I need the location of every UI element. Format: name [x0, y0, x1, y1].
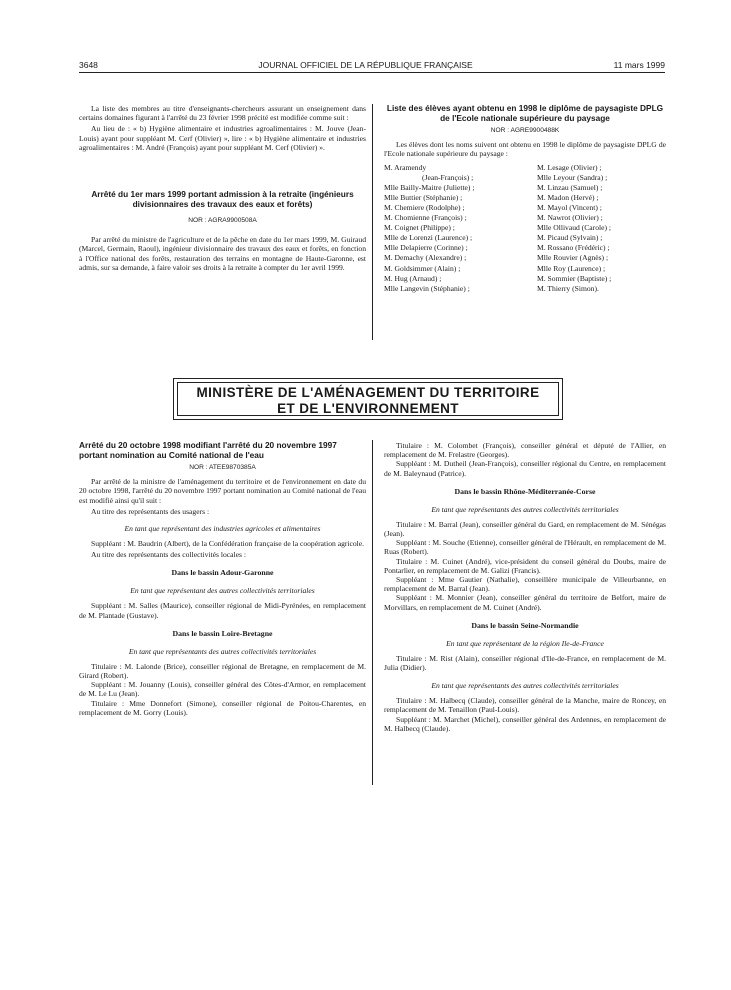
adour-garonne-subheading: En tant que représentant des autres collectivités territoriales: [130, 586, 315, 596]
graduate-names-left: [384, 163, 534, 294]
graduate-name: M. Aramendy: [384, 162, 427, 172]
water-committee-arrete-title: Arrêté du 20 octobre 1998 modifiant l'arrêté du 20 novembre 1997 portant nomination au Comité national de l'eau: [79, 440, 337, 460]
journal-title: JOURNAL OFFICIEL DE LA RÉPUBLIQUE FRANÇAISE: [258, 60, 473, 70]
retirement-arrete-title: Arrêté du 1er mars 1999 portant admission à la retraite (ingénieurs divisionnaires des travaux des eaux et forêts): [91, 189, 354, 209]
graduate-name: M. Chomienne (François) ;: [384, 213, 467, 223]
donnefort-entry: Titulaire : Mme Donnefort (Simone), conseiller régional de Poitou-Charentes, en remplacement de M. Gorry (Louis).: [79, 698, 366, 717]
marchet-entry: Suppléant : M. Marchet (Michel), conseiller général des Ardennes, en remplacement de M. Halbecq (Claude).: [384, 714, 666, 733]
diploma-intro: Les élèves dont les noms suivent ont obtenu en 1998 le diplôme de paysagiste DPLG de l'Ecole nationale supérieure du paysage :: [384, 140, 666, 159]
graduate-names-right: [537, 163, 667, 294]
column-divider-bottom: [372, 440, 373, 785]
lalonde-entry: Titulaire : M. Lalonde (Brice), conseiller régional de Bretagne, en remplacement de M. Girard (Robert).: [79, 661, 366, 681]
barral-entry: Titulaire : M. Barral (Jean), conseiller général du Gard, en remplacement de M. Sénégas (Jean).: [384, 519, 666, 539]
graduate-name: Mlle Leyour (Sandra) ;: [537, 172, 608, 182]
seine-other-subheading: En tant que représentants des autres collectivités territoriales: [431, 681, 619, 691]
souche-entry: Suppléant : M. Souche (Etienne), conseiller général de l'Hérault, en remplacement de M. Ruas (Robert).: [384, 538, 666, 557]
graduate-name: M. Rossano (Frédéric) ;: [537, 243, 610, 253]
graduate-name: Mlle Ollivaud (Carole) ;: [537, 223, 612, 233]
graduate-name: M. Madon (Hervé) ;: [537, 192, 599, 202]
graduate-name: M. Goldsimmer (Alain) ;: [384, 263, 461, 273]
rhone-subheading: En tant que représentants des autres collectivités territoriales: [431, 504, 619, 514]
top-left-column: [79, 104, 366, 272]
graduate-name: M. Mayol (Vincent) ;: [537, 202, 602, 212]
retirement-body: Par arrêté du ministre de l'agriculture et de la pêche en date du 1er mars 1999, M. Guiraud (Marcel, Germain, Raoul), ingénieur divisionnaire des travaux des eaux et forêts, en fonction à l'Office national des forêts, restauration des terrains en montagne de Haute-Garonne, est admis, sur sa demande, à faire valoir ses droits à la retraite à compter du 1er avril 1999.: [79, 235, 366, 272]
graduate-name: Mlle Bailly-Maitre (Juliette) ;: [384, 182, 475, 192]
membership-paragraph: La liste des membres au titre d'enseignants-chercheurs assurant un enseignement dans certains domaines figurant à l'arrêté du 23 février 1998 précité est modifiée comme suit :: [79, 104, 366, 123]
graduate-name: Mlle Langevin (Stéphanie) ;: [384, 283, 470, 293]
baudrin-entry: Suppléant : M. Baudrin (Albert), de la Confédération française de la coopération agricole.: [91, 539, 365, 548]
graduate-name: M. Picaud (Sylvain) ;: [537, 233, 603, 243]
colombet-entry: Titulaire : M. Colombet (François), conseiller général et député de l'Allier, en remplacement de M. Frelastre (Georges).: [384, 441, 666, 460]
graduate-name: M. Coignet (Philippe) ;: [384, 223, 455, 233]
basin-rhone-mediterranee-corse: Dans le bassin Rhône-Méditerranée-Corse: [454, 486, 596, 496]
halbecq-entry: Titulaire : M. Halbecq (Claude), conseiller général de la Manche, maire de Roncey, en remplacement de M. Tenaillon (Paul-Louis).: [384, 696, 666, 715]
page-number: 3648: [79, 60, 98, 70]
bottom-right-column: [384, 441, 666, 733]
graduate-name: (Jean-François) ;: [422, 172, 474, 182]
diploma-list-title: Liste des élèves ayant obtenu en 1998 le diplôme de paysagiste DPLG de l'Ecole nationale supérieure du paysage: [386, 103, 664, 123]
graduate-name: Mlle Rouvier (Agnès) ;: [537, 253, 609, 263]
graduate-name: Mlle Roy (Laurence) ;: [537, 263, 606, 273]
correction-paragraph: Au lieu de : « b) Hygiène alimentaire et industries agroalimentaires : M. Jouve (Jean-Louis) ayant pour suppléant M. Cerf (Olivier) », lire : « b) Hygiène alimentaire et industries agroalimentaires : M. André (François) ayant pour suppléant M. Cerf (Olivier) ».: [79, 124, 366, 152]
salles-entry: Suppléant : M. Salles (Maurice), conseiller régional de Midi-Pyrénées, en remplacement de M. Plantade (Gustave).: [79, 601, 366, 620]
users-representatives: Au titre des représentants des usagers :: [91, 506, 210, 516]
jouanny-entry: Suppléant : M. Jouanny (Louis), conseiller général des Côtes-d'Armor, en remplacement de M. Le Lu (Jean).: [79, 680, 366, 699]
cuinet-entry: Titulaire : M. Cuinet (André), vice-président du conseil général du Doubs, maire de Pontarlier, en remplacement de M. Galizi (Francis).: [384, 556, 666, 575]
graduate-name: Mlle Buttier (Stéphanie) ;: [384, 192, 463, 202]
graduate-name: M. Chemiere (Rodolphe) ;: [384, 202, 465, 212]
retirement-nor: NOR : AGRA9900508A: [188, 217, 257, 225]
water-committee-intro: Par arrêté de la ministre de l'aménagement du territoire et de l'environnement en date du 20 octobre 1998, l'arrêté du 20 novembre 1997 portant nomination au Comité national de l'eau est modifié ainsi qu'il suit :: [79, 477, 366, 505]
graduate-name: M. Sommier (Baptiste) ;: [537, 273, 612, 283]
ministry-box: [173, 378, 563, 420]
gautier-entry: Suppléant : Mme Gautier (Nathalie), conseillère municipale de Villeurbanne, en remplacement de M. Barral (Jean).: [384, 575, 666, 594]
loire-bretagne-subheading: En tant que représentants des autres collectivités territoriales: [128, 646, 317, 656]
water-committee-nor: NOR : ATEE9870385A: [189, 464, 256, 472]
graduate-name: M. Nawrot (Olivier) ;: [537, 213, 603, 223]
monnier-entry: Suppléant : M. Monnier (Jean), conseiller général du territoire de Belfort, maire de Morvillars, en remplacement de M. Cuinet (André).: [384, 593, 666, 612]
basin-adour-garonne: Dans le bassin Adour-Garonne: [171, 568, 274, 578]
basin-seine-normandie: Dans le bassin Seine-Normandie: [471, 620, 579, 630]
rist-entry: Titulaire : M. Rist (Alain), conseiller régional d'Ile-de-France, en remplacement de M. Julia (Didier).: [384, 653, 666, 673]
industries-heading: En tant que représentant des industries agricoles et alimentaires: [124, 524, 321, 533]
graduate-name: M. Hug (Arnaud) ;: [384, 273, 442, 283]
basin-loire-bretagne: Dans le bassin Loire-Bretagne: [172, 628, 273, 638]
graduate-names: [384, 163, 666, 303]
ile-de-france-subheading: En tant que représentant de la région Ile-de-France: [446, 638, 604, 648]
graduate-name: M. Linzau (Samuel) ;: [537, 182, 603, 192]
ministry-title-line1: MINISTÈRE DE L'AMÉNAGEMENT DU TERRITOIRE: [196, 385, 540, 400]
header-rule: [79, 72, 665, 73]
graduate-name: M. Lesage (Olivier) ;: [537, 162, 602, 172]
bottom-left-column: [79, 441, 366, 717]
graduate-name: Mlle Delapierre (Corinne) ;: [384, 243, 468, 253]
ministry-title-line2: ET DE L'ENVIRONNEMENT: [277, 400, 459, 416]
graduate-name: M. Demachy (Alexandre) ;: [384, 253, 467, 263]
local-authorities-representatives: Au titre des représentants des collectivités locales :: [91, 550, 246, 560]
top-right-column: [384, 104, 666, 303]
graduate-name: Mlle de Lorenzi (Laurence) ;: [384, 233, 473, 243]
diploma-nor: NOR : AGRE9900488K: [490, 127, 560, 135]
page-date: 11 mars 1999: [613, 60, 665, 70]
column-divider-top: [372, 104, 373, 340]
dutheil-entry: Suppléant : M. Dutheil (Jean-François), conseiller régional du Centre, en remplacement de M. Baleynaud (Patrice).: [384, 459, 666, 478]
graduate-name: M. Thierry (Simon).: [537, 283, 599, 293]
